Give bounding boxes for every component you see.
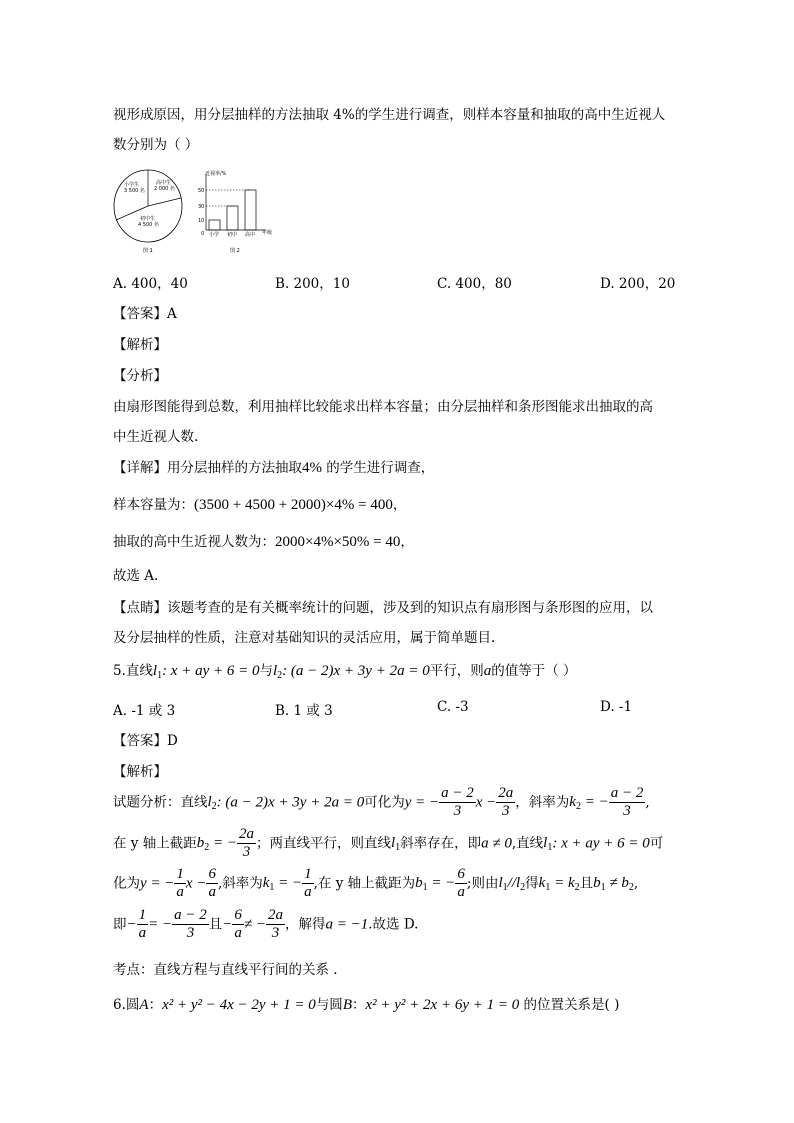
q5-sol-text: .故选 D.: [368, 916, 419, 933]
q5-analysis-heading: 【解析】: [113, 764, 167, 780]
q6-number: 6.: [113, 997, 126, 1013]
q6-circle-a: A: [139, 997, 149, 1013]
figure-1-pie-chart: [110, 168, 190, 258]
dianjing-text: 该题考查的是有关概率统计的问题，涉及到的知识点有扇形图与条形图的应用，以: [167, 600, 653, 616]
detail-heading: 【详解】: [113, 460, 167, 476]
q6-eq-a: x² + y² − 4x − 2y + 1 = 0: [162, 997, 316, 1013]
x-tick: 初中: [227, 232, 238, 238]
pie-divider: [148, 198, 181, 206]
x-axis-label: 年级: [262, 230, 273, 236]
q5-sol-text: ,在 y 轴上截距为: [313, 875, 416, 892]
q5-sol-text: ，解得: [284, 916, 326, 933]
q5-sol-text: ;则由: [466, 875, 499, 892]
bar-high: [245, 190, 256, 230]
q5-option-d: D. -1: [600, 699, 633, 715]
q5-option-c: C. -3: [437, 699, 469, 715]
sector-count: 4 500 名: [138, 222, 159, 228]
bar-middle: [227, 206, 238, 230]
q5-option-a: A. -1 或 3: [113, 703, 176, 719]
q4-option-a: A. 400，40: [113, 276, 188, 292]
q5-text: 与: [259, 663, 273, 679]
highschool-label: 抽取的高中生近视人数为：: [113, 534, 275, 550]
y-axis-label: 近视率/%: [205, 171, 227, 177]
q5-sol-eq: : (a − 2)x + 3y + 2a = 0: [216, 794, 365, 811]
q4-fenxi-line2: 中生近视人数.: [113, 429, 199, 445]
q5-sol-eq: a ≠ 0: [481, 835, 512, 852]
q5-sol-text: ,斜率为: [217, 875, 263, 892]
q4-dianjing-line2: 及分层抽样的性质，注意对基础知识的灵活应用，属于简单题目.: [113, 630, 496, 646]
detail-percent: 4%: [302, 460, 322, 476]
q5-sol-text: 可化为: [364, 794, 405, 811]
q6-eq-b: x² + y² + 2x + 6y + 1 = 0: [365, 997, 520, 1013]
q5-option-b: B. 1 或 3: [275, 703, 333, 719]
q5-sol-text: 化为: [113, 875, 140, 892]
q5-eq2: : (a − 2)x + 3y + 2a = 0: [282, 663, 430, 679]
figure-2-bar-chart: [196, 168, 276, 258]
q5-eq1: : x + ay + 6 = 0: [162, 663, 260, 679]
q5-solution-line3: 化为y = − $\frac{1}{a}$ x − $\frac{6}{a}$ ,斜率为$k_1$ = − $\frac{1}{a}$ ,在 y 轴上截距为$b_1$ = − $\frac{6}{a}$ ;则由$l_1//l_2$得$k_1 = k_2$且$b_1 \ne b_2$,: [113, 866, 639, 901]
x-tick: 小学: [209, 232, 220, 238]
q5-text: 的值等于（ ）: [491, 663, 577, 679]
q5-kaodian: 考点：直线方程与直线平行间的关系 .: [113, 962, 338, 978]
q5-sol-text: ,直线: [511, 835, 544, 852]
q4-stem-line1: 视形成原因，用分层抽样的方法抽取 4%的学生进行调查，则样本容量和抽取的高中生近视人: [113, 107, 666, 123]
q6-text: 圆: [125, 997, 140, 1013]
x-tick: 高中: [245, 232, 256, 238]
q4-fenxi-line1: 由扇形图能得到总数，利用抽样比较能求出样本容量；由分层抽样和条形图能求出抽取的高: [113, 399, 653, 415]
q5-var: a: [483, 663, 492, 679]
q5-sol-text: ；两直线平行，则直线: [255, 835, 391, 852]
q4-choose: 故选 A.: [113, 568, 159, 584]
sector-count: 2 000 名: [154, 186, 175, 192]
sample-label: 样本容量为：: [113, 497, 194, 513]
detail-text: 用分层抽样的方法抽取: [167, 460, 302, 476]
sector-label: 初中生: [140, 216, 156, 222]
q4-option-c: C. 400，80: [437, 276, 512, 292]
q4-sample-line: [113, 493, 406, 514]
sample-end: ，: [392, 497, 407, 513]
q5-sol-text: 得: [525, 875, 539, 892]
origin-label: 0: [201, 231, 205, 237]
q5-sol-text: 即: [113, 916, 127, 933]
q5-text: 平行，则: [429, 663, 484, 679]
q5-answer: 【答案】D: [113, 733, 178, 749]
highschool-end: ，: [400, 534, 414, 550]
sector-label: 小学生: [124, 182, 140, 188]
q5-sol-eq: a = −1: [325, 916, 369, 933]
q4-stem-line2: 数分别为（ ）: [113, 137, 199, 153]
q5-number: 5.: [113, 663, 126, 679]
q5-solution-line1: 试题分析：直线$l_2$: (a − 2)x + 3y + 2a = 0可化为y = − $\frac{a - 2}{3}$ x − $\frac{2a}{3}$ ，斜率为$k_2$ = − $\frac{a - 2}{3}$ ,: [113, 785, 650, 820]
highschool-expression: 2000×4%×50% = 40: [275, 534, 401, 550]
q4-option-d: D. 200，20: [600, 276, 676, 292]
q5-sol-text: 且: [208, 916, 223, 933]
q4-highschool-line: [113, 530, 414, 551]
q5-text: 直线: [125, 663, 153, 679]
q4-dianjing-line1: [113, 596, 653, 616]
q4-fenxi-heading: 【分析】: [113, 368, 167, 384]
q4-analysis-heading: 【解析】: [113, 337, 167, 353]
bar-primary: [209, 220, 220, 230]
q4-detail-line: [113, 456, 434, 477]
sector-count: 3 500 名: [124, 188, 145, 194]
q4-answer: 【答案】A: [113, 306, 177, 322]
q5-solution-line4: 即− $\frac{1}{a}$ = − $\frac{a - 2}{3}$ 且− $\frac{6}{a}$ ≠ − $\frac{2a}{3}$ ，解得a = −1.故选 D.: [113, 907, 419, 942]
q6-text: 的位置关系是( ): [523, 997, 620, 1013]
q4-option-b: B. 200，10: [275, 276, 350, 292]
y-tick: 50: [198, 188, 205, 194]
q6-stem: 6.圆A：x² + y² − 4x − 2y + 1 = 0与圆B：x² + y² + 2x + 6y + 1 = 0 的位置关系是( ): [113, 997, 620, 1013]
sector-label: 高中生: [156, 180, 172, 186]
q6-text: 与圆: [315, 997, 343, 1013]
q6-circle-b: B: [342, 997, 352, 1013]
q5-stem: 5.直线$l_1$: x + ay + 6 = 0与$l_2$: (a − 2)x + 3y + 2a = 0平行，则a的值等于（ ）: [113, 663, 577, 681]
dianjing-heading: 【点睛】: [113, 600, 167, 616]
q5-solution-line2: 在 y 轴上截距$b_2$ = − $\frac{2a}{3}$ ；两直线平行，则直线$l_1$斜率存在，即a ≠ 0,直线$l_1$: x + ay + 6 = 0可: [113, 826, 664, 861]
q5-sol-eq: : x + ay + 6 = 0: [552, 835, 650, 852]
q5-sol-text: 试题分析：直线: [113, 794, 208, 811]
q5-sol-text: ，斜率为: [515, 794, 570, 811]
q5-sol-text: 且: [579, 875, 594, 892]
q5-sol-text: 可: [649, 835, 664, 852]
y-tick: 30: [198, 204, 205, 210]
figure-1-caption: 图 1: [143, 248, 153, 254]
figure-2-caption: 图 2: [230, 248, 240, 254]
sample-expression: (3500 + 4500 + 2000)×4% = 400: [194, 497, 393, 513]
y-tick: 10: [198, 218, 205, 224]
q5-sol-text: 在 y 轴上截距: [113, 835, 197, 852]
detail-tail: 的学生进行调查，: [326, 460, 435, 476]
q5-sol-text: 斜率存在，即: [400, 835, 482, 852]
